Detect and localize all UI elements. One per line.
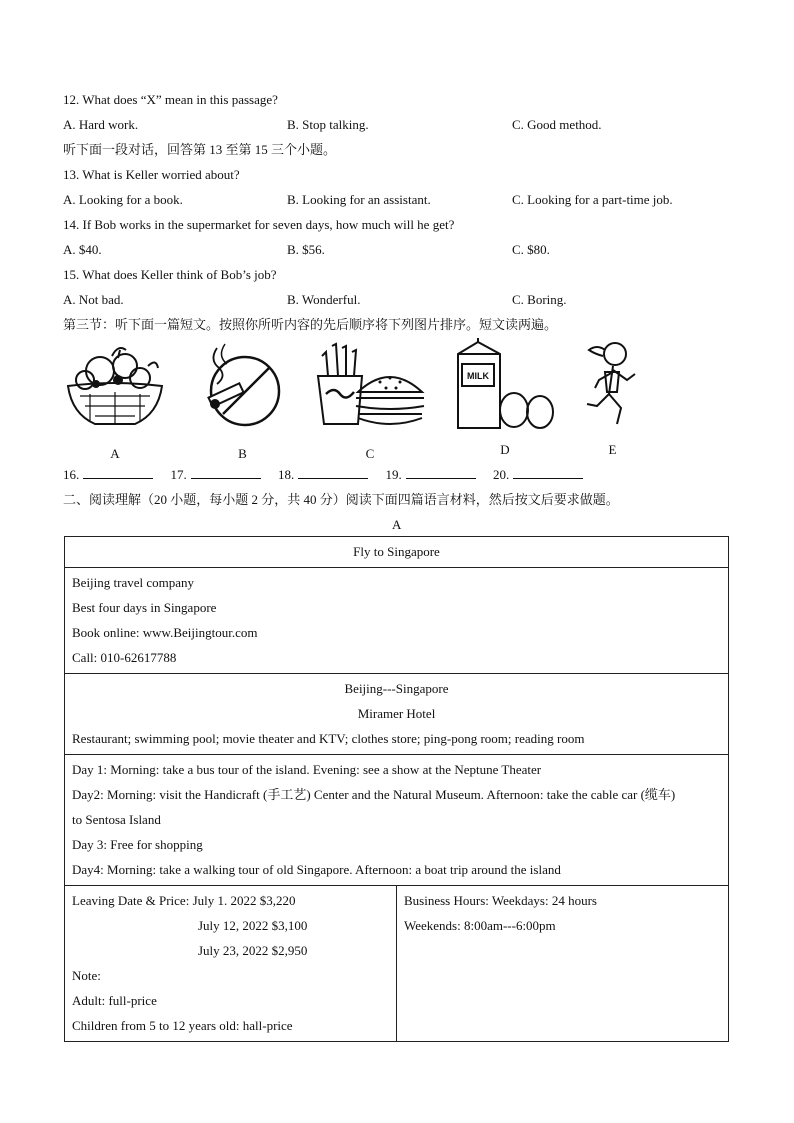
ad-title-row — [65, 537, 728, 567]
business-hours-cell — [397, 886, 728, 1041]
running-girl-icon — [575, 336, 650, 436]
itinerary-day2-cont: to Sentosa Island — [72, 812, 161, 827]
question-12-stem: 12. What does “X” mean in this passage? — [63, 92, 278, 107]
fast-food-icon — [310, 336, 430, 436]
picture-c — [310, 336, 430, 461]
ad-itinerary-row — [65, 754, 728, 885]
blank-18[interactable]: 18. — [278, 466, 368, 483]
picture-row — [55, 336, 745, 466]
q13-option-a: A. Looking for a book. — [63, 192, 183, 207]
weekend-hours: Weekends: 8:00am---6:00pm — [404, 918, 556, 933]
passage-letter: A — [392, 517, 402, 532]
itinerary-day3: Day 3: Free for shopping — [72, 837, 203, 852]
leaving-date-1: Leaving Date & Price: July 1. 2022 $3,220 — [72, 893, 296, 908]
picture-a — [60, 336, 170, 461]
route: Beijing---Singapore — [344, 681, 449, 696]
itinerary-day2: Day2: Morning: visit the Handicraft (手工艺) Center and the Natural Museum. Afternoon: take the cable car (缆车) — [72, 787, 676, 802]
itinerary-day4: Day4: Morning: take a walking tour of old Singapore. Afternoon: a boat trip around the island — [72, 862, 561, 877]
ad-title: Fly to Singapore — [353, 544, 440, 559]
adult-price: Adult: full-price — [72, 993, 157, 1008]
ad-company-row — [65, 567, 728, 673]
section3-instruction: 第三节：听下面一篇短文。按照你所听内容的先后顺序将下列图片排序。短文读两遍。 — [63, 317, 558, 332]
fruit-bowl-icon — [60, 336, 170, 436]
milk-carton-label: MILK — [467, 371, 489, 381]
q12-option-a: A. Hard work. — [63, 117, 139, 132]
ad-table — [64, 536, 729, 1042]
q15-option-b: B. Wonderful. — [287, 292, 361, 307]
reading-heading: 二、阅读理解（20 小题，每小题 2 分，共 40 分）阅读下面四篇语言材料，然后按文后要求做题。 — [63, 492, 619, 507]
blank-17[interactable]: 17. — [171, 466, 261, 483]
company-slogan: Best four days in Singapore — [72, 600, 217, 615]
blank-19[interactable]: 19. — [386, 466, 476, 483]
weekday-hours: Business Hours: Weekdays: 24 hours — [404, 893, 597, 908]
q13-option-b: B. Looking for an assistant. — [287, 192, 431, 207]
dialogue-instruction: 听下面一段对话，回答第 13 至第 15 三个小题。 — [63, 142, 337, 157]
question-13-stem: 13. What is Keller worried about? — [63, 167, 240, 182]
ad-hotel-row — [65, 673, 728, 754]
question-14-stem: 14. If Bob works in the supermarket for seven days, how much will he get? — [63, 217, 455, 232]
dates-prices-cell — [65, 886, 397, 1041]
picture-d-label: D — [500, 442, 510, 457]
blank-16[interactable]: 16. — [63, 466, 153, 483]
q15-option-a: A. Not bad. — [63, 292, 124, 307]
q14-option-c: C. $80. — [512, 242, 550, 257]
q14-option-a: A. $40. — [63, 242, 102, 257]
q12-option-c: C. Good method. — [512, 117, 602, 132]
picture-a-label: A — [110, 446, 120, 461]
no-smoking-icon — [195, 336, 290, 436]
q15-option-c: C. Boring. — [512, 292, 567, 307]
itinerary-day1: Day 1: Morning: take a bus tour of the island. Evening: see a show at the Neptune Theater — [72, 762, 542, 777]
phone-number: Call: 010-62617788 — [72, 650, 177, 665]
picture-c-label: C — [365, 446, 375, 461]
note-label: Note: — [72, 968, 101, 983]
picture-b-label: B — [238, 446, 247, 461]
picture-e — [575, 336, 650, 457]
question-15-stem: 15. What does Keller think of Bob’s job? — [63, 267, 277, 282]
booking-website: Book online: www.Beijingtour.com — [72, 625, 258, 640]
facilities: Restaurant; swimming pool; movie theater and KTV; clothes store; ping-pong room; reading room — [72, 731, 585, 746]
q12-option-b: B. Stop talking. — [287, 117, 369, 132]
milk-eggs-icon — [450, 336, 560, 436]
q13-option-c: C. Looking for a part-time job. — [512, 192, 673, 207]
hotel-name: Miramer Hotel — [357, 706, 436, 721]
picture-e-label: E — [608, 442, 617, 457]
blank-20[interactable]: 20. — [493, 466, 583, 483]
answer-blanks — [63, 466, 597, 483]
ad-bottom-row — [65, 885, 728, 1041]
leaving-date-2: July 12, 2022 $3,100 — [198, 918, 308, 933]
picture-d — [450, 336, 560, 457]
company-name: Beijing travel company — [72, 575, 195, 590]
leaving-date-3: July 23, 2022 $2,950 — [198, 943, 308, 958]
q14-option-b: B. $56. — [287, 242, 325, 257]
children-price: Children from 5 to 12 years old: hall-price — [72, 1018, 293, 1033]
picture-b — [195, 336, 290, 461]
